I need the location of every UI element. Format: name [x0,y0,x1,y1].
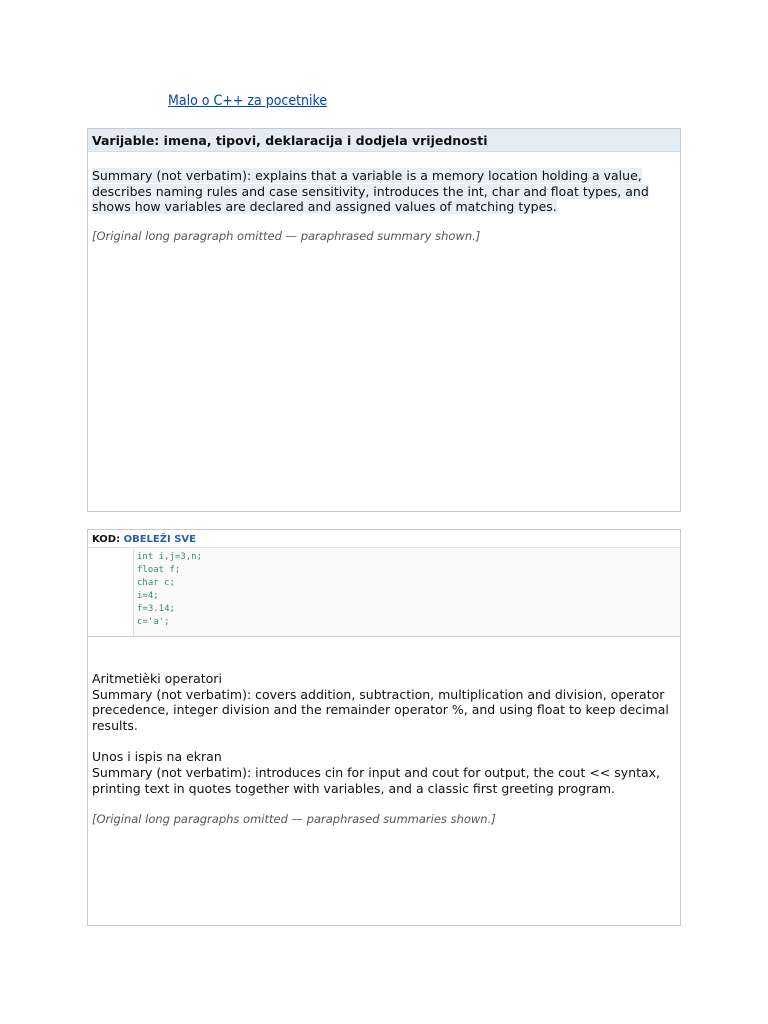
code-block [87,529,681,637]
variables-section [87,128,681,512]
code-line: i=4; [137,591,159,601]
omission-note: [Original long paragraph omitted — paraphrased summary shown.] [92,228,481,243]
code-line: int i,j=3,n; [137,552,203,562]
operators-summary: Summary (not verbatim): covers addition, subtraction, multiplication and division, operator precedence, integer division and the remainder operator %, and using float to keep decimal results. [92,686,669,733]
code-header [88,530,680,548]
operators-io-section [87,636,681,926]
operators-heading: Aritmetièki operatori [92,671,222,686]
io-heading: Unos i ispis na ekran [92,749,222,765]
io-summary: Summary (not verbatim): introduces cin for input and cout for output, the cout << syntax, printing text in quotes together with variables, and a classic first greeting program. [92,764,661,796]
select-all-link[interactable]: OBELEŽI SVE [123,534,196,545]
code-line: c='a'; [137,617,170,627]
code-line: f=3.14; [137,604,175,614]
code-label: KOD: [92,534,121,545]
code-line: char c; [137,578,175,588]
omission-note: [Original long paragraphs omitted — paraphrased summaries shown.] [92,812,496,827]
code-line: float f; [137,565,181,575]
variables-summary: Summary (not verbatim): explains that a variable is a memory location holding a value, describes naming rules and case sensitivity, introduces the int, char and float types, and shows how variables are declared and assigned values of matching types. [92,168,649,215]
title-link[interactable]: Malo o C++ za pocetnike [168,93,328,109]
variables-body [88,152,680,244]
variables-heading: Varijable: imena, tipovi, deklaracija i dodjela vrijednosti [88,129,680,152]
code-area [133,549,680,636]
